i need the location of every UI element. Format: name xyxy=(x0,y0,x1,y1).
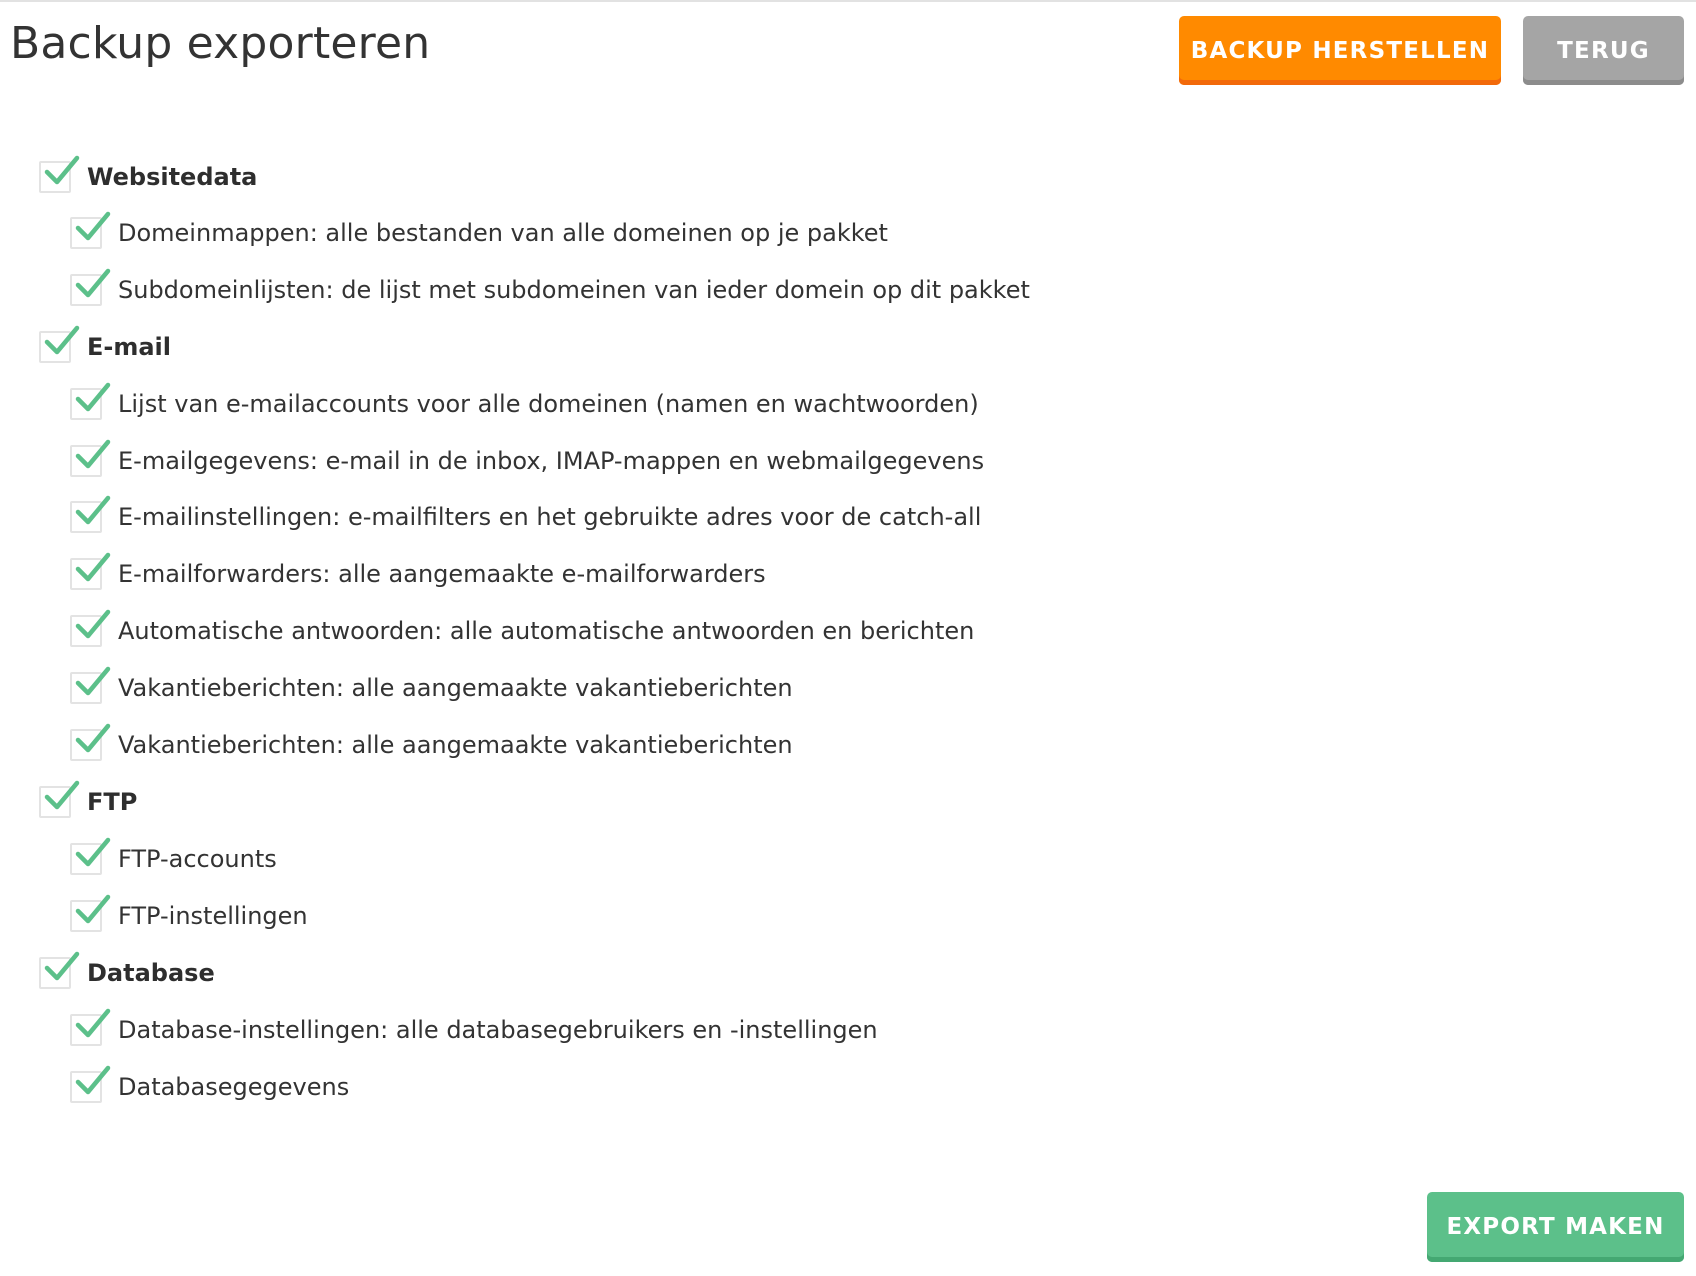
back-button[interactable]: TERUG xyxy=(1523,16,1684,85)
option-label: Vakantieberichten: alle aangemaakte vakantieberichten xyxy=(118,731,793,759)
option-label: E-mailinstellingen: e-mailfilters en het gebruikte adres voor de catch-all xyxy=(118,503,982,531)
database-settings-checkbox[interactable] xyxy=(70,1014,102,1046)
ftp-settings-checkbox[interactable] xyxy=(70,900,102,932)
option-label: FTP xyxy=(87,788,138,816)
auto-replies-checkbox[interactable] xyxy=(70,615,102,647)
option-label: Lijst van e-mailaccounts voor alle domeinen (namen en wachtwoorden) xyxy=(118,390,979,418)
option-auto-replies[interactable] xyxy=(70,611,974,651)
checkmark-icon xyxy=(76,608,110,642)
checkmark-icon xyxy=(76,438,110,472)
checkmark-icon xyxy=(45,154,79,188)
option-label: Vakantieberichten: alle aangemaakte vakantieberichten xyxy=(118,674,793,702)
ftp-accounts-checkbox[interactable] xyxy=(70,843,102,875)
vacation-messages-2-checkbox[interactable] xyxy=(70,729,102,761)
checkmark-icon xyxy=(45,950,79,984)
checkmark-icon xyxy=(45,779,79,813)
option-label: FTP-instellingen xyxy=(118,902,308,930)
subdomeinlijsten-checkbox[interactable] xyxy=(70,274,102,306)
checkmark-icon xyxy=(76,267,110,301)
email-settings-checkbox[interactable] xyxy=(70,501,102,533)
option-label: E-mail xyxy=(87,333,172,361)
database-data-checkbox[interactable] xyxy=(70,1071,102,1103)
option-email-accounts[interactable] xyxy=(70,384,979,424)
email-checkbox[interactable] xyxy=(39,331,71,363)
option-label: E-mailforwarders: alle aangemaakte e-mailforwarders xyxy=(118,560,766,588)
option-vacation-messages[interactable] xyxy=(70,668,793,708)
option-database-data[interactable] xyxy=(70,1067,349,1107)
option-ftp-accounts[interactable] xyxy=(70,839,277,879)
checkmark-icon xyxy=(76,722,110,756)
email-accounts-checkbox[interactable] xyxy=(70,388,102,420)
option-label: Subdomeinlijsten: de lijst met subdomeinen van ieder domein op dit pakket xyxy=(118,276,1030,304)
option-subdomeinlijsten[interactable] xyxy=(70,270,1030,310)
option-database-settings[interactable] xyxy=(70,1010,878,1050)
checkmark-icon xyxy=(76,381,110,415)
websitedata-checkbox[interactable] xyxy=(39,161,71,193)
option-email-data[interactable] xyxy=(70,441,984,481)
option-label: Database-instellingen: alle databasegebruikers en -instellingen xyxy=(118,1016,878,1044)
option-email[interactable] xyxy=(39,327,171,367)
domeinmappen-checkbox[interactable] xyxy=(70,217,102,249)
option-database[interactable] xyxy=(39,953,215,993)
option-domeinmappen[interactable] xyxy=(70,213,888,253)
option-label: E-mailgegevens: e-mail in de inbox, IMAP-mappen en webmailgegevens xyxy=(118,447,985,475)
restore-backup-button[interactable]: BACKUP HERSTELLEN xyxy=(1179,16,1501,85)
export-button[interactable]: EXPORT MAKEN xyxy=(1427,1192,1684,1262)
option-vacation-messages-2[interactable] xyxy=(70,725,793,765)
checkmark-icon xyxy=(76,210,110,244)
option-ftp-settings[interactable] xyxy=(70,896,308,936)
checkmark-icon xyxy=(76,1064,110,1098)
option-label: Databasegegevens xyxy=(118,1073,350,1101)
checkmark-icon xyxy=(76,893,110,927)
option-websitedata[interactable] xyxy=(39,157,257,197)
option-email-settings[interactable] xyxy=(70,497,981,537)
top-divider xyxy=(0,0,1696,2)
vacation-messages-checkbox[interactable] xyxy=(70,672,102,704)
option-label: Database xyxy=(87,959,215,987)
checkmark-icon xyxy=(76,665,110,699)
checkmark-icon xyxy=(45,324,79,358)
checkmark-icon xyxy=(76,836,110,870)
page-title: Backup exporteren xyxy=(10,18,431,69)
checkmark-icon xyxy=(76,1007,110,1041)
ftp-checkbox[interactable] xyxy=(39,786,71,818)
email-data-checkbox[interactable] xyxy=(70,445,102,477)
option-label: Domeinmappen: alle bestanden van alle domeinen op je pakket xyxy=(118,219,888,247)
option-label: Automatische antwoorden: alle automatische antwoorden en berichten xyxy=(118,617,975,645)
option-email-forwarders[interactable] xyxy=(70,554,766,594)
option-label: FTP-accounts xyxy=(118,845,277,873)
checkmark-icon xyxy=(76,551,110,585)
option-label: Websitedata xyxy=(87,163,258,191)
email-forwarders-checkbox[interactable] xyxy=(70,558,102,590)
checkmark-icon xyxy=(76,494,110,528)
database-checkbox[interactable] xyxy=(39,957,71,989)
option-ftp[interactable] xyxy=(39,782,137,822)
